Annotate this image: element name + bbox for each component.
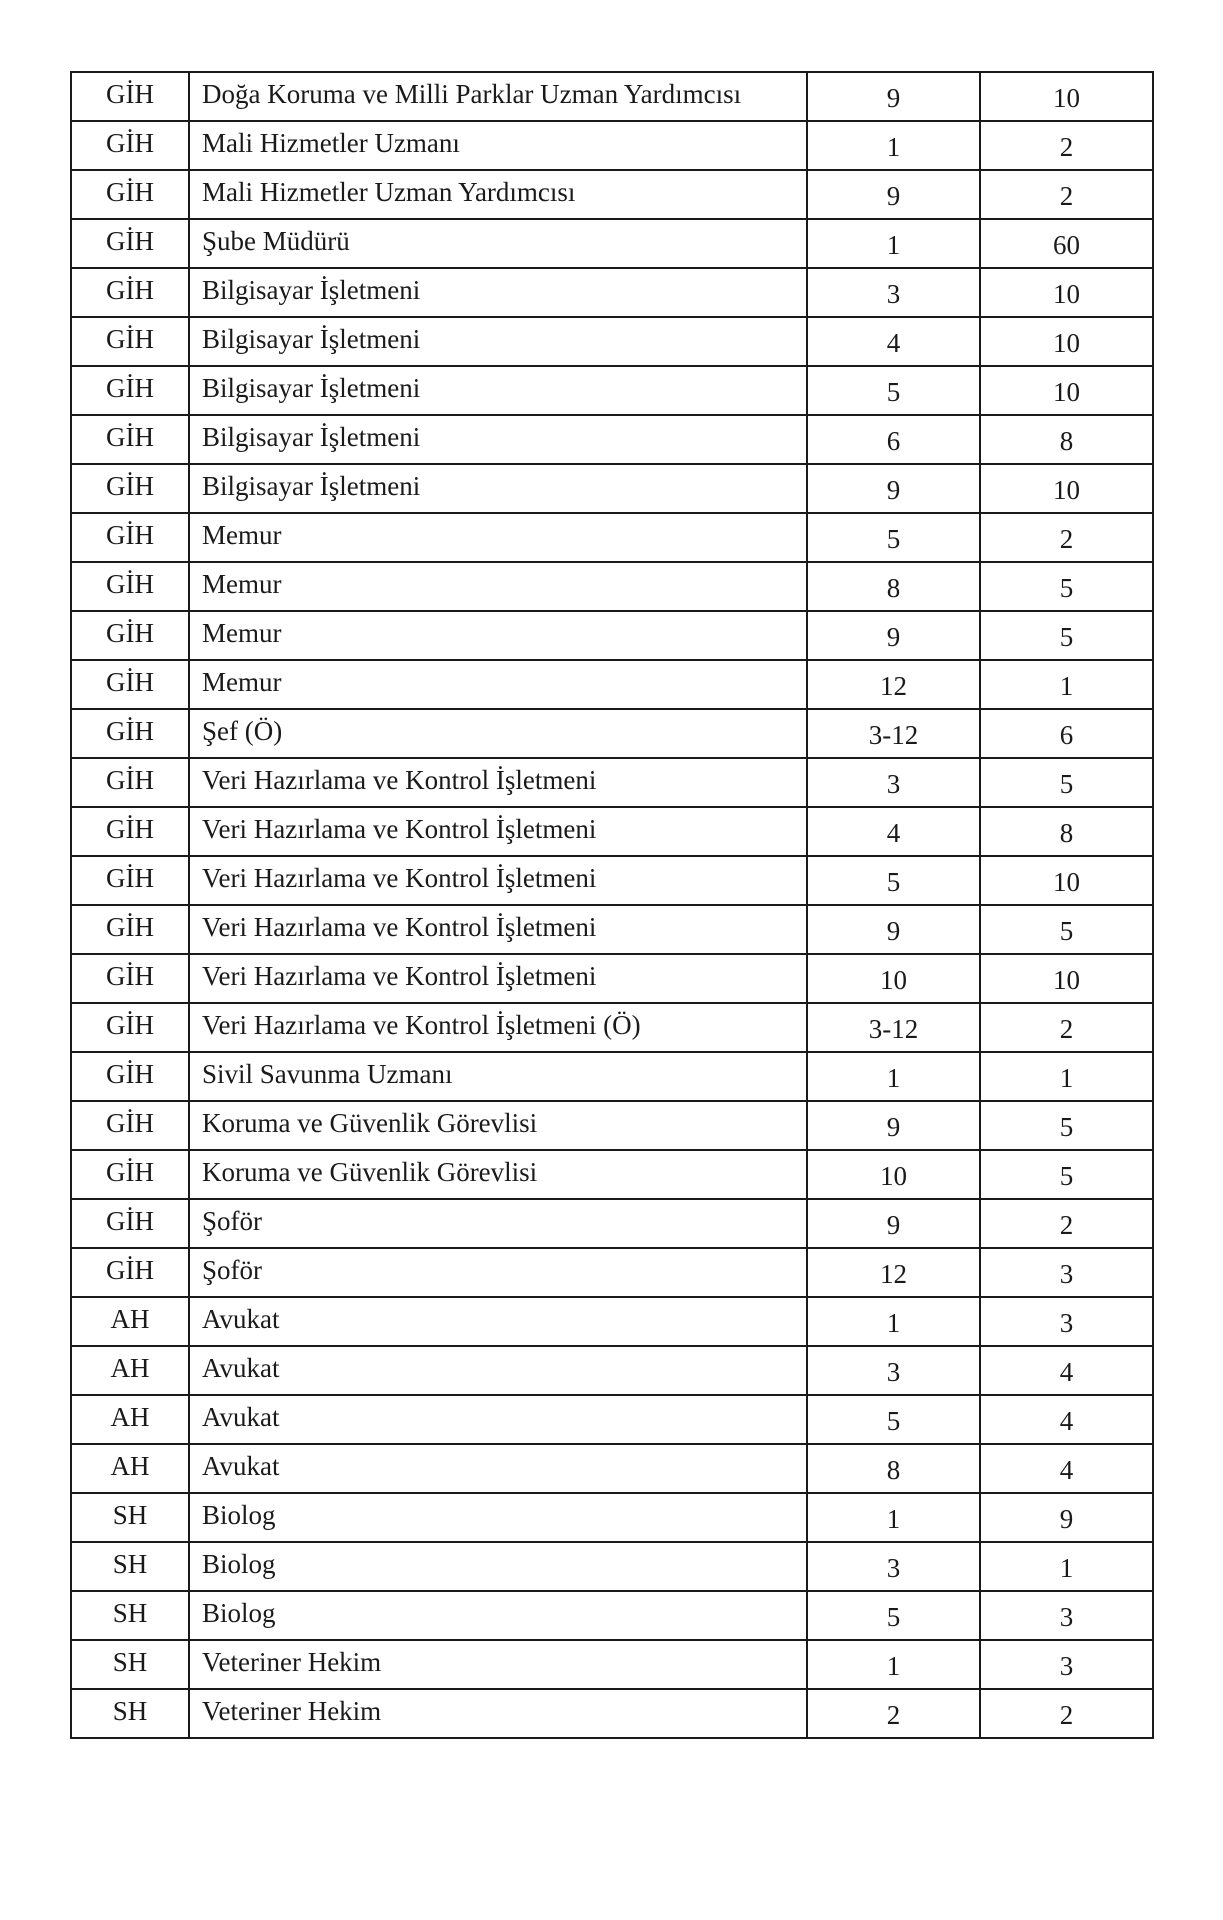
class-cell: GİH — [71, 807, 189, 856]
class-cell: SH — [71, 1493, 189, 1542]
grade-cell: 9 — [807, 1101, 980, 1150]
title-cell: Veteriner Hekim — [189, 1689, 807, 1738]
count-cell: 1 — [980, 1052, 1153, 1101]
count-cell: 9 — [980, 1493, 1153, 1542]
title-cell: Koruma ve Güvenlik Görevlisi — [189, 1150, 807, 1199]
class-cell: GİH — [71, 317, 189, 366]
table-row — [71, 121, 1153, 170]
grade-cell: 1 — [807, 1052, 980, 1101]
class-cell: AH — [71, 1297, 189, 1346]
title-cell: Avukat — [189, 1444, 807, 1493]
title-cell: Bilgisayar İşletmeni — [189, 464, 807, 513]
grade-cell: 5 — [807, 513, 980, 562]
title-cell: Memur — [189, 611, 807, 660]
grade-cell: 4 — [807, 807, 980, 856]
class-cell: GİH — [71, 268, 189, 317]
count-cell: 5 — [980, 1101, 1153, 1150]
count-cell: 5 — [980, 905, 1153, 954]
class-cell: GİH — [71, 1150, 189, 1199]
table-row — [71, 1493, 1153, 1542]
grade-cell: 9 — [807, 1199, 980, 1248]
title-cell: Mali Hizmetler Uzmanı — [189, 121, 807, 170]
count-cell: 10 — [980, 366, 1153, 415]
class-cell: GİH — [71, 856, 189, 905]
title-cell: Sivil Savunma Uzmanı — [189, 1052, 807, 1101]
table-row — [71, 1052, 1153, 1101]
grade-cell: 9 — [807, 72, 980, 121]
table-row — [71, 1248, 1153, 1297]
title-cell: Şoför — [189, 1248, 807, 1297]
grade-cell: 3-12 — [807, 1003, 980, 1052]
title-cell: Memur — [189, 660, 807, 709]
grade-cell: 8 — [807, 1444, 980, 1493]
title-cell: Doğa Koruma ve Milli Parklar Uzman Yardımcısı — [189, 72, 807, 121]
grade-cell: 12 — [807, 1248, 980, 1297]
table-row — [71, 1101, 1153, 1150]
class-cell: SH — [71, 1542, 189, 1591]
table-row — [71, 464, 1153, 513]
title-cell: Veri Hazırlama ve Kontrol İşletmeni — [189, 954, 807, 1003]
title-cell: Veri Hazırlama ve Kontrol İşletmeni — [189, 905, 807, 954]
title-cell: Memur — [189, 562, 807, 611]
grade-cell: 9 — [807, 905, 980, 954]
title-cell: Bilgisayar İşletmeni — [189, 268, 807, 317]
class-cell: GİH — [71, 954, 189, 1003]
count-cell: 6 — [980, 709, 1153, 758]
count-cell: 2 — [980, 121, 1153, 170]
class-cell: SH — [71, 1640, 189, 1689]
grade-cell: 9 — [807, 170, 980, 219]
table-row — [71, 268, 1153, 317]
table-row — [71, 1003, 1153, 1052]
grade-cell: 10 — [807, 1150, 980, 1199]
grade-cell: 3 — [807, 1346, 980, 1395]
title-cell: Veri Hazırlama ve Kontrol İşletmeni (Ö) — [189, 1003, 807, 1052]
class-cell: GİH — [71, 709, 189, 758]
class-cell: AH — [71, 1444, 189, 1493]
class-cell: GİH — [71, 611, 189, 660]
count-cell: 10 — [980, 268, 1153, 317]
grade-cell: 5 — [807, 366, 980, 415]
table-row — [71, 317, 1153, 366]
title-cell: Veri Hazırlama ve Kontrol İşletmeni — [189, 856, 807, 905]
count-cell: 4 — [980, 1395, 1153, 1444]
table-row — [71, 611, 1153, 660]
title-cell: Bilgisayar İşletmeni — [189, 317, 807, 366]
class-cell: GİH — [71, 366, 189, 415]
grade-cell: 5 — [807, 856, 980, 905]
class-cell: SH — [71, 1689, 189, 1738]
class-cell: GİH — [71, 513, 189, 562]
class-cell: GİH — [71, 1101, 189, 1150]
table-row — [71, 1297, 1153, 1346]
count-cell: 3 — [980, 1591, 1153, 1640]
table-row — [71, 1591, 1153, 1640]
count-cell: 2 — [980, 1199, 1153, 1248]
grade-cell: 3 — [807, 268, 980, 317]
class-cell: GİH — [71, 1052, 189, 1101]
table-row — [71, 1444, 1153, 1493]
title-cell: Biolog — [189, 1542, 807, 1591]
count-cell: 60 — [980, 219, 1153, 268]
table-row — [71, 1395, 1153, 1444]
table-row — [71, 807, 1153, 856]
table-row — [71, 366, 1153, 415]
title-cell: Şube Müdürü — [189, 219, 807, 268]
class-cell: GİH — [71, 905, 189, 954]
class-cell: GİH — [71, 758, 189, 807]
grade-cell: 10 — [807, 954, 980, 1003]
grade-cell: 3 — [807, 758, 980, 807]
count-cell: 2 — [980, 1689, 1153, 1738]
grade-cell: 8 — [807, 562, 980, 611]
count-cell: 1 — [980, 660, 1153, 709]
positions-table — [70, 71, 1154, 1739]
count-cell: 10 — [980, 954, 1153, 1003]
table-row — [71, 709, 1153, 758]
count-cell: 10 — [980, 317, 1153, 366]
count-cell: 5 — [980, 758, 1153, 807]
class-cell: AH — [71, 1346, 189, 1395]
grade-cell: 2 — [807, 1689, 980, 1738]
grade-cell: 9 — [807, 464, 980, 513]
class-cell: GİH — [71, 72, 189, 121]
grade-cell: 3 — [807, 1542, 980, 1591]
grade-cell: 5 — [807, 1591, 980, 1640]
table-row — [71, 1542, 1153, 1591]
count-cell: 5 — [980, 1150, 1153, 1199]
grade-cell: 3-12 — [807, 709, 980, 758]
class-cell: GİH — [71, 219, 189, 268]
class-cell: GİH — [71, 562, 189, 611]
table-row — [71, 905, 1153, 954]
grade-cell: 1 — [807, 121, 980, 170]
count-cell: 5 — [980, 611, 1153, 660]
grade-cell: 1 — [807, 1640, 980, 1689]
count-cell: 10 — [980, 856, 1153, 905]
title-cell: Şef (Ö) — [189, 709, 807, 758]
title-cell: Veri Hazırlama ve Kontrol İşletmeni — [189, 807, 807, 856]
table-row — [71, 415, 1153, 464]
table-row — [71, 1346, 1153, 1395]
count-cell: 8 — [980, 807, 1153, 856]
class-cell: GİH — [71, 1248, 189, 1297]
table-row — [71, 219, 1153, 268]
grade-cell: 1 — [807, 219, 980, 268]
grade-cell: 5 — [807, 1395, 980, 1444]
count-cell: 3 — [980, 1297, 1153, 1346]
class-cell: GİH — [71, 170, 189, 219]
title-cell: Koruma ve Güvenlik Görevlisi — [189, 1101, 807, 1150]
grade-cell: 1 — [807, 1297, 980, 1346]
title-cell: Avukat — [189, 1297, 807, 1346]
grade-cell: 9 — [807, 611, 980, 660]
positions-table-body — [71, 72, 1153, 1738]
count-cell: 4 — [980, 1346, 1153, 1395]
count-cell: 10 — [980, 72, 1153, 121]
count-cell: 3 — [980, 1248, 1153, 1297]
table-row — [71, 660, 1153, 709]
title-cell: Veri Hazırlama ve Kontrol İşletmeni — [189, 758, 807, 807]
grade-cell: 1 — [807, 1493, 980, 1542]
table-row — [71, 954, 1153, 1003]
table-row — [71, 1689, 1153, 1738]
count-cell: 5 — [980, 562, 1153, 611]
table-row — [71, 758, 1153, 807]
table-row — [71, 513, 1153, 562]
count-cell: 1 — [980, 1542, 1153, 1591]
table-row — [71, 562, 1153, 611]
grade-cell: 12 — [807, 660, 980, 709]
title-cell: Veteriner Hekim — [189, 1640, 807, 1689]
title-cell: Avukat — [189, 1395, 807, 1444]
grade-cell: 6 — [807, 415, 980, 464]
count-cell: 2 — [980, 170, 1153, 219]
count-cell: 8 — [980, 415, 1153, 464]
table-row — [71, 1640, 1153, 1689]
count-cell: 2 — [980, 513, 1153, 562]
title-cell: Bilgisayar İşletmeni — [189, 415, 807, 464]
class-cell: AH — [71, 1395, 189, 1444]
table-row — [71, 1150, 1153, 1199]
class-cell: GİH — [71, 464, 189, 513]
title-cell: Biolog — [189, 1591, 807, 1640]
title-cell: Memur — [189, 513, 807, 562]
class-cell: GİH — [71, 415, 189, 464]
table-row — [71, 170, 1153, 219]
count-cell: 2 — [980, 1003, 1153, 1052]
class-cell: SH — [71, 1591, 189, 1640]
title-cell: Avukat — [189, 1346, 807, 1395]
title-cell: Bilgisayar İşletmeni — [189, 366, 807, 415]
class-cell: GİH — [71, 1199, 189, 1248]
class-cell: GİH — [71, 121, 189, 170]
grade-cell: 4 — [807, 317, 980, 366]
title-cell: Şoför — [189, 1199, 807, 1248]
count-cell: 4 — [980, 1444, 1153, 1493]
count-cell: 10 — [980, 464, 1153, 513]
table-row — [71, 1199, 1153, 1248]
count-cell: 3 — [980, 1640, 1153, 1689]
class-cell: GİH — [71, 660, 189, 709]
class-cell: GİH — [71, 1003, 189, 1052]
title-cell: Biolog — [189, 1493, 807, 1542]
table-row — [71, 72, 1153, 121]
title-cell: Mali Hizmetler Uzman Yardımcısı — [189, 170, 807, 219]
table-row — [71, 856, 1153, 905]
